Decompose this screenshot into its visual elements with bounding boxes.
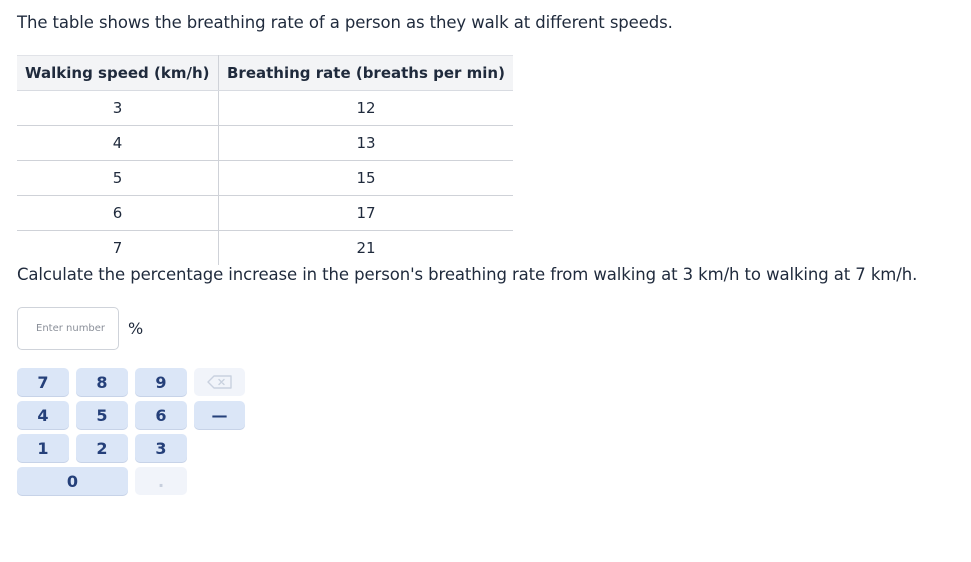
key-5[interactable]: 5 bbox=[76, 401, 128, 429]
speed-cell: 6 bbox=[17, 196, 219, 231]
key-2[interactable]: 2 bbox=[76, 434, 128, 462]
key-7[interactable]: 7 bbox=[17, 368, 69, 396]
backspace-icon bbox=[207, 375, 233, 389]
key-8[interactable]: 8 bbox=[76, 368, 128, 396]
header-walking-speed: Walking speed (km/h) bbox=[17, 56, 219, 91]
table-row bbox=[17, 161, 513, 196]
answer-input[interactable] bbox=[17, 307, 119, 350]
rate-cell: 21 bbox=[356, 239, 376, 257]
key-3[interactable]: 3 bbox=[135, 434, 187, 462]
speed-cell: 3 bbox=[17, 91, 219, 126]
speed-cell: 7 bbox=[17, 231, 219, 266]
data-table bbox=[17, 55, 513, 265]
percent-unit: % bbox=[128, 319, 144, 338]
key-1[interactable]: 1 bbox=[17, 434, 69, 462]
key-6[interactable]: 6 bbox=[135, 401, 187, 429]
table-row bbox=[17, 91, 513, 126]
table-row bbox=[17, 231, 513, 266]
minus-key[interactable]: — bbox=[194, 401, 245, 429]
key-0[interactable]: 0 bbox=[17, 467, 128, 495]
rate-cell: 13 bbox=[219, 126, 513, 161]
rate-cell: 12 bbox=[219, 91, 513, 126]
table-row bbox=[17, 126, 513, 161]
speed-cell: 4 bbox=[17, 126, 219, 161]
table-row bbox=[17, 196, 513, 231]
backspace-key[interactable] bbox=[194, 368, 245, 396]
rate-cell: 17 bbox=[219, 196, 513, 231]
table-header-row bbox=[17, 56, 513, 91]
question-text: Calculate the percentage increase in the person's breathing rate from walking at 3 km/h to walking at 7 km/h. bbox=[17, 265, 918, 284]
intro-text: The table shows the breathing rate of a person as they walk at different speeds. bbox=[17, 13, 673, 32]
key-4[interactable]: 4 bbox=[17, 401, 69, 429]
speed-cell: 5 bbox=[17, 161, 219, 196]
rate-cell: 15 bbox=[219, 161, 513, 196]
decimal-key[interactable]: . bbox=[135, 467, 187, 495]
header-breathing-rate: Breathing rate (breaths per min) bbox=[219, 56, 513, 91]
key-9[interactable]: 9 bbox=[135, 368, 187, 396]
